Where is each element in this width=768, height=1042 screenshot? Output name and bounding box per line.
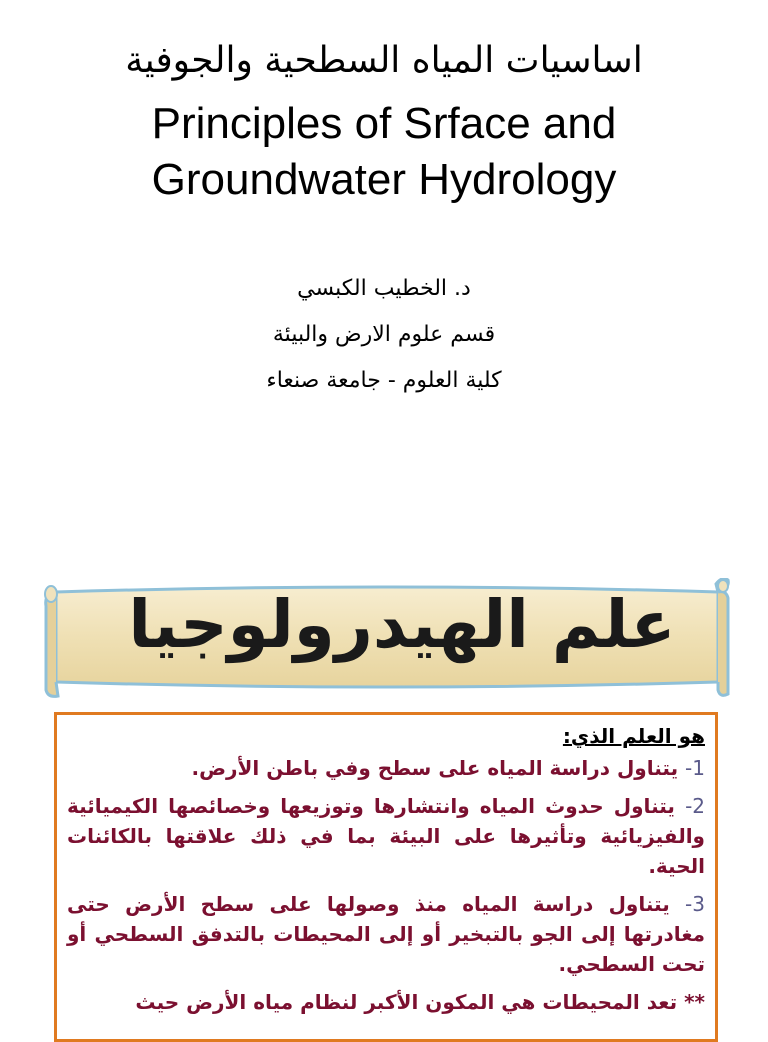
author-department: قسم علوم الارض والبيئة <box>272 322 496 347</box>
author-block <box>0 266 768 404</box>
item-1-text: يتناول دراسة المياه على سطح وفي باطن الأرض. <box>191 756 679 780</box>
item-1-number: 1- <box>685 756 705 780</box>
definition-intro: هو العلم الذي: <box>562 724 705 748</box>
definition-item-3 <box>67 889 705 979</box>
item-3-number: 3- <box>685 892 705 916</box>
definition-item-2 <box>67 791 705 881</box>
title-english-line1: Principles of Srface and <box>151 99 617 148</box>
definition-item-4 <box>67 987 705 1017</box>
definition-box <box>54 712 718 1042</box>
item-2-number: 2- <box>685 794 706 818</box>
item-2-text: يتناول حدوث المياه وانتشارها وتوزيعها وخصائصها الكيميائية والفيزيائية وتأثيرها على البيئة بما في ذلك علاقتها بالكائنات الحية. <box>67 794 705 878</box>
item-3-text: يتناول دراسة المياه منذ وصولها على سطح الأرض حتى مغادرتها إلى الجو بالتبخير أو إلى المحيطات بالتدفق السطحي أو تحت السطحي. <box>67 892 705 976</box>
title-arabic: اساسيات المياه السطحية والجوفية <box>125 40 643 81</box>
scroll-banner <box>42 578 732 700</box>
title-english-line2: Groundwater Hydrology <box>151 155 617 204</box>
item-4-marker: ** <box>684 990 705 1014</box>
title-english <box>0 96 768 208</box>
definition-item-1 <box>67 753 705 783</box>
banner-title: علم الهيدرولوجيا <box>128 586 676 663</box>
item-4-text: تعد المحيطات هي المكون الأكبر لنظام مياه الأرض حيث <box>135 990 678 1014</box>
author-name: د. الخطيب الكبسي <box>297 276 471 301</box>
author-college: كلية العلوم - جامعة صنعاء <box>266 368 502 393</box>
